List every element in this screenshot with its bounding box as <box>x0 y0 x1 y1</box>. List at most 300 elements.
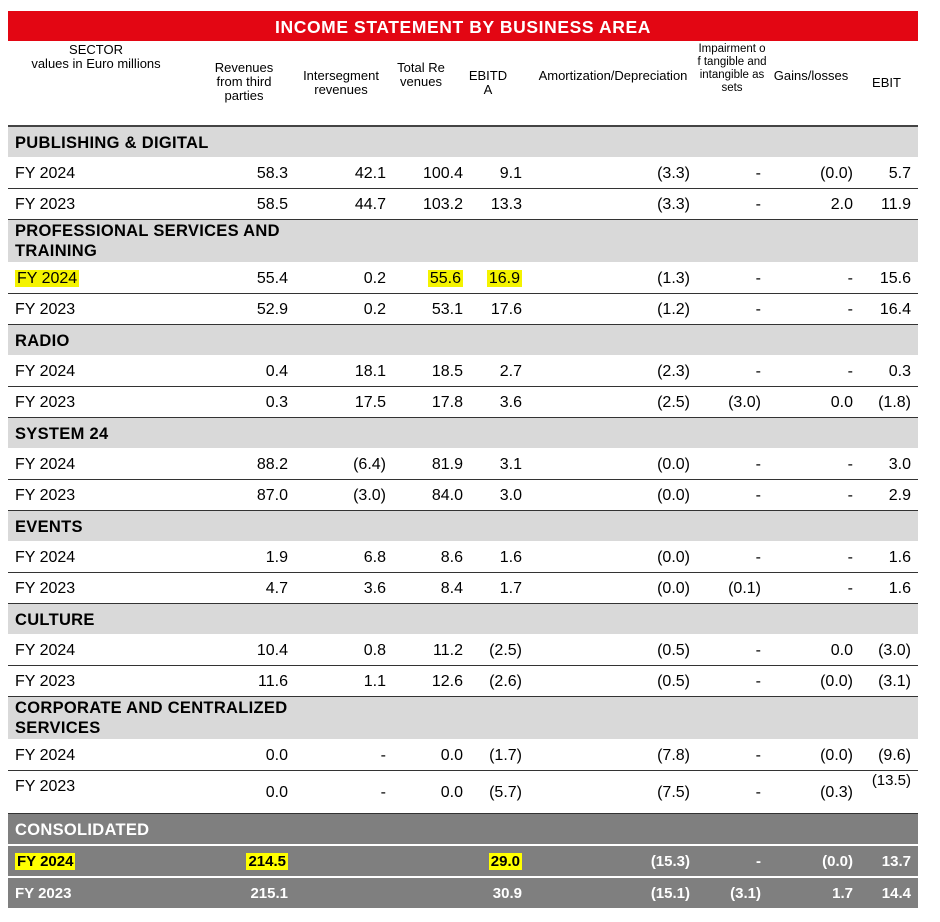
cell-value: 3.0 <box>499 487 522 504</box>
cell-value: (3.3) <box>657 165 690 182</box>
cell-impairment <box>756 641 761 661</box>
section-name: EVENTS <box>15 518 83 536</box>
cell-value: 5.7 <box>888 165 911 182</box>
cell-value: - <box>755 165 761 182</box>
cell-value: 13.3 <box>490 196 522 213</box>
cell-total-revenues <box>432 362 463 382</box>
cell-value: 10.4 <box>256 642 288 659</box>
cell-ebitda <box>489 746 522 766</box>
cell-value: (0.5) <box>657 642 690 659</box>
cell-impairment <box>756 362 761 382</box>
cell-value: (2.6) <box>489 673 522 690</box>
cell-amortization <box>657 486 690 506</box>
cell-value: 3.0 <box>888 456 911 473</box>
cell-value: - <box>847 363 853 380</box>
cell-value: (0.0) <box>657 580 690 597</box>
table-row <box>8 573 918 604</box>
cell-value: 0.0 <box>830 642 853 659</box>
section-header-row <box>8 814 918 844</box>
cell-impairment <box>756 852 761 872</box>
cell-ebit <box>882 884 911 904</box>
section-header-row <box>8 418 918 449</box>
row-label <box>15 579 75 599</box>
table-row <box>8 449 918 480</box>
cell-intersegment <box>364 579 386 599</box>
cell-amortization <box>657 579 690 599</box>
cell-value: 1.6 <box>888 580 911 597</box>
cell-value: 58.3 <box>256 165 288 182</box>
cell-value: (2.5) <box>489 642 522 659</box>
cell-value: 0.4 <box>265 363 288 380</box>
cell-revenues-third <box>258 672 288 692</box>
cell-value: 84.0 <box>431 487 463 504</box>
cell-value: 1.6 <box>499 549 522 566</box>
cell-ebitda <box>487 269 522 289</box>
cell-value: 0.3 <box>265 394 288 411</box>
cell-value: 214.5 <box>248 853 286 870</box>
cell-total-revenues <box>441 579 463 599</box>
table-row <box>8 740 918 771</box>
cell-intersegment <box>364 269 386 289</box>
cell-gains-losses <box>831 195 853 215</box>
cell-intersegment <box>364 641 386 661</box>
cell-ebitda <box>500 579 522 599</box>
cell-gains-losses <box>820 746 853 766</box>
row-label <box>15 455 75 475</box>
cell-total-revenues <box>423 195 463 215</box>
cell-value: (2.5) <box>657 394 690 411</box>
cell-gains-losses <box>831 641 853 661</box>
cell-gains-losses <box>848 269 853 289</box>
cell-value: 0.0 <box>265 747 288 764</box>
cell-value: (15.3) <box>650 853 690 870</box>
row-label <box>15 486 75 506</box>
row-label-text: FY 2024 <box>17 270 78 287</box>
cell-value: - <box>755 673 761 690</box>
row-label-text: FY 2023 <box>15 301 76 318</box>
cell-ebitda <box>500 486 522 506</box>
row-label <box>15 641 75 661</box>
header-col-revenues-third: Revenues from third parties <box>214 60 274 103</box>
cell-value: - <box>847 580 853 597</box>
table-title: INCOME STATEMENT BY BUSINESS AREA <box>8 11 918 41</box>
cell-value: (1.7) <box>489 747 522 764</box>
cell-value: (15.1) <box>650 885 690 902</box>
cell-value: - <box>756 853 761 870</box>
cell-value: 1.6 <box>888 549 911 566</box>
cell-impairment <box>756 455 761 475</box>
cell-value: 17.8 <box>431 394 463 411</box>
header-col-total-revenues: Total Revenues <box>397 60 445 89</box>
cell-impairment <box>756 486 761 506</box>
row-label <box>15 393 75 413</box>
cell-value: (3.0) <box>878 642 911 659</box>
row-label-text: FY 2023 <box>15 778 76 795</box>
cell-value: (5.7) <box>489 784 522 801</box>
cell-intersegment <box>364 300 386 320</box>
cell-revenues-third <box>257 455 288 475</box>
cell-value: 18.5 <box>431 363 463 380</box>
row-label-text: FY 2024 <box>15 363 76 380</box>
cell-intersegment <box>381 746 386 766</box>
section-header-row <box>8 511 918 542</box>
cell-value: - <box>755 363 761 380</box>
cell-value: (0.0) <box>820 747 853 764</box>
cell-ebitda <box>500 164 522 184</box>
cell-value: 17.6 <box>490 301 522 318</box>
cell-value: (0.0) <box>820 673 853 690</box>
cell-amortization <box>657 195 690 215</box>
cell-gains-losses <box>822 852 853 872</box>
cell-amortization <box>657 164 690 184</box>
cell-ebit <box>889 548 911 568</box>
cell-ebitda <box>491 300 522 320</box>
cell-value: 13.7 <box>881 853 911 870</box>
cell-value: 12.6 <box>431 673 463 690</box>
cell-value: - <box>755 549 761 566</box>
cell-value: - <box>380 784 386 801</box>
cell-gains-losses <box>820 783 853 803</box>
row-label <box>15 884 71 904</box>
cell-revenues-third <box>266 362 288 382</box>
row-label-text: FY 2023 <box>15 885 72 902</box>
cell-value: - <box>755 270 761 287</box>
cell-value: 8.6 <box>440 549 463 566</box>
row-label <box>15 672 75 692</box>
cell-value: - <box>847 487 853 504</box>
cell-total-revenues <box>428 269 463 289</box>
cell-value: (9.6) <box>878 747 911 764</box>
table-row <box>8 666 918 697</box>
cell-value: 0.2 <box>363 301 386 318</box>
cell-value: 88.2 <box>256 456 288 473</box>
cell-value: 0.8 <box>363 642 386 659</box>
cell-impairment <box>756 548 761 568</box>
row-label-text: FY 2024 <box>15 549 76 566</box>
cell-value: 1.7 <box>499 580 522 597</box>
cell-amortization <box>651 884 690 904</box>
cell-amortization <box>657 641 690 661</box>
cell-ebit <box>889 362 911 382</box>
cell-impairment <box>756 269 761 289</box>
cell-intersegment <box>353 486 386 506</box>
table-row <box>8 771 918 814</box>
table-row <box>8 294 918 325</box>
cell-value: - <box>847 549 853 566</box>
cell-value: 0.3 <box>888 363 911 380</box>
cell-ebit <box>882 852 911 872</box>
cell-total-revenues <box>432 486 463 506</box>
row-label-text: FY 2024 <box>17 853 74 870</box>
header-col-intersegment: Intersegment revenues <box>303 68 379 97</box>
cell-revenues-third <box>266 783 288 803</box>
cell-total-revenues <box>433 641 463 661</box>
table-row <box>8 876 918 908</box>
cell-value: 4.7 <box>265 580 288 597</box>
table-row <box>8 158 918 189</box>
cell-gains-losses <box>848 548 853 568</box>
cell-value: 0.0 <box>440 784 463 801</box>
table-row <box>8 844 918 876</box>
cell-total-revenues <box>441 746 463 766</box>
cell-ebit <box>878 746 911 766</box>
cell-value: 2.7 <box>499 363 522 380</box>
section-header-row <box>8 127 918 158</box>
cell-value: (7.5) <box>657 784 690 801</box>
header-sector <box>16 43 176 71</box>
section-name: CULTURE <box>15 611 95 629</box>
cell-ebitda <box>491 195 522 215</box>
row-label-text: FY 2024 <box>15 456 76 473</box>
section-name: PUBLISHING & DIGITAL <box>15 134 209 152</box>
cell-value: - <box>755 784 761 801</box>
cell-value: (2.3) <box>657 363 690 380</box>
cell-impairment <box>756 783 761 803</box>
table-body <box>8 127 918 908</box>
cell-amortization <box>657 362 690 382</box>
cell-impairment <box>756 300 761 320</box>
cell-value: (3.1) <box>730 885 761 902</box>
cell-total-revenues <box>432 672 463 692</box>
cell-value: 2.0 <box>830 196 853 213</box>
cell-gains-losses <box>820 672 853 692</box>
cell-value: 11.2 <box>433 642 463 659</box>
cell-value: (0.0) <box>657 549 690 566</box>
row-label <box>15 300 75 320</box>
cell-ebitda <box>500 548 522 568</box>
header-col-gains-losses: Gains/losses <box>773 68 849 83</box>
cell-value: 8.4 <box>440 580 463 597</box>
cell-amortization <box>657 300 690 320</box>
cell-value: (3.1) <box>878 673 911 690</box>
table-row <box>8 356 918 387</box>
cell-value: 1.7 <box>832 885 853 902</box>
cell-ebitda <box>500 393 522 413</box>
cell-value: (1.2) <box>657 301 690 318</box>
cell-ebit <box>889 455 911 475</box>
cell-revenues-third <box>266 548 288 568</box>
cell-amortization <box>657 269 690 289</box>
cell-gains-losses <box>820 164 853 184</box>
cell-value: 58.5 <box>256 196 288 213</box>
cell-value: - <box>755 642 761 659</box>
cell-ebit <box>880 300 911 320</box>
cell-value: 3.1 <box>499 456 522 473</box>
cell-value: 18.1 <box>354 363 386 380</box>
row-label-text: FY 2023 <box>15 673 76 690</box>
cell-value: (1.8) <box>878 394 911 411</box>
cell-revenues-third <box>257 164 288 184</box>
cell-value: 16.9 <box>488 270 520 287</box>
cell-value: (3.0) <box>353 487 386 504</box>
cell-ebitda <box>500 362 522 382</box>
cell-intersegment <box>355 195 386 215</box>
cell-value: 87.0 <box>256 487 288 504</box>
cell-value: 11.9 <box>881 196 911 213</box>
row-label-text: FY 2023 <box>15 580 76 597</box>
cell-value: (0.0) <box>820 165 853 182</box>
cell-amortization <box>657 455 690 475</box>
cell-value: (0.0) <box>657 487 690 504</box>
cell-value: 0.0 <box>440 747 463 764</box>
section-name: CORPORATE AND CENTRALIZED SERVICES <box>15 699 288 737</box>
row-label <box>15 269 79 289</box>
cell-value: (7.8) <box>657 747 690 764</box>
cell-value: 0.0 <box>265 784 288 801</box>
cell-intersegment <box>364 672 386 692</box>
header-units: values in Euro millions <box>31 56 161 71</box>
cell-revenues-third <box>250 884 288 904</box>
cell-value: 53.1 <box>431 301 463 318</box>
row-label-text: FY 2024 <box>15 165 76 182</box>
cell-value: 81.9 <box>431 456 463 473</box>
cell-value: 1.1 <box>363 673 386 690</box>
cell-impairment <box>756 672 761 692</box>
cell-impairment <box>756 164 761 184</box>
cell-amortization <box>657 746 690 766</box>
cell-value: (0.5) <box>657 673 690 690</box>
cell-revenues-third <box>266 746 288 766</box>
cell-value: - <box>847 301 853 318</box>
section-name: CONSOLIDATED <box>15 821 150 839</box>
cell-impairment <box>756 195 761 215</box>
cell-value: 0.2 <box>363 270 386 287</box>
cell-gains-losses <box>848 300 853 320</box>
cell-ebit <box>878 641 911 661</box>
cell-total-revenues <box>432 455 463 475</box>
cell-value: 9.1 <box>499 165 522 182</box>
cell-gains-losses <box>831 393 853 413</box>
cell-ebit <box>880 269 911 289</box>
header-col-amortization: Amortization/Depreciation <box>538 68 688 83</box>
cell-ebitda <box>489 783 522 803</box>
cell-value: - <box>380 747 386 764</box>
cell-revenues-third <box>257 300 288 320</box>
cell-value: 11.6 <box>258 673 288 690</box>
cell-value: 15.6 <box>879 270 911 287</box>
cell-gains-losses <box>848 455 853 475</box>
cell-ebitda <box>489 672 522 692</box>
cell-total-revenues <box>441 783 463 803</box>
table-row <box>8 542 918 573</box>
row-label-text: FY 2023 <box>15 394 76 411</box>
row-label <box>15 852 75 872</box>
cell-ebit <box>881 195 911 215</box>
cell-value: - <box>755 196 761 213</box>
row-label-text: FY 2024 <box>15 747 76 764</box>
cell-value: - <box>755 747 761 764</box>
header-col-impairment: Impairment of tangible and intangible assets <box>697 43 767 94</box>
cell-value: (0.0) <box>657 456 690 473</box>
cell-value: 44.7 <box>354 196 386 213</box>
cell-value: - <box>847 456 853 473</box>
cell-revenues-third <box>257 641 288 661</box>
cell-gains-losses <box>848 362 853 382</box>
cell-ebit <box>878 672 911 692</box>
cell-value: (6.4) <box>353 456 386 473</box>
cell-ebitda <box>493 884 522 904</box>
cell-value: 6.8 <box>363 549 386 566</box>
section-header-row <box>8 325 918 356</box>
cell-value: 55.4 <box>256 270 288 287</box>
cell-amortization <box>657 548 690 568</box>
cell-total-revenues <box>432 300 463 320</box>
cell-value: 3.6 <box>499 394 522 411</box>
cell-revenues-third <box>246 852 288 872</box>
row-label <box>15 746 75 766</box>
cell-value: 30.9 <box>492 885 522 902</box>
cell-gains-losses <box>848 579 853 599</box>
row-label <box>15 164 75 184</box>
section-header-row <box>8 220 918 263</box>
cell-amortization <box>657 783 690 803</box>
cell-value: 16.4 <box>879 301 911 318</box>
cell-revenues-third <box>257 195 288 215</box>
cell-intersegment <box>381 783 386 803</box>
cell-intersegment <box>353 455 386 475</box>
cell-revenues-third <box>257 269 288 289</box>
cell-value: 100.4 <box>422 165 463 182</box>
table-header <box>8 41 918 127</box>
row-label-text: FY 2024 <box>15 642 76 659</box>
cell-ebit <box>889 164 911 184</box>
cell-value: 1.9 <box>265 549 288 566</box>
header-col-ebit: EBIT <box>872 75 901 90</box>
cell-ebitda <box>489 641 522 661</box>
cell-revenues-third <box>257 486 288 506</box>
table-row <box>8 189 918 220</box>
cell-intersegment <box>355 362 386 382</box>
cell-value: 3.6 <box>363 580 386 597</box>
cell-ebitda <box>500 455 522 475</box>
section-name: PROFESSIONAL SERVICES AND TRAINING <box>15 222 280 260</box>
cell-amortization <box>657 672 690 692</box>
cell-value: - <box>755 301 761 318</box>
cell-value: (0.1) <box>728 580 761 597</box>
cell-value: (1.3) <box>657 270 690 287</box>
cell-total-revenues <box>432 393 463 413</box>
cell-value: - <box>755 456 761 473</box>
cell-value: (3.0) <box>728 394 761 411</box>
cell-value: - <box>755 487 761 504</box>
cell-revenues-third <box>266 579 288 599</box>
table-row <box>8 263 918 294</box>
row-label-text: FY 2023 <box>15 196 76 213</box>
cell-value: 103.2 <box>422 196 463 213</box>
cell-amortization <box>651 852 690 872</box>
table-row <box>8 635 918 666</box>
table-row <box>8 480 918 511</box>
cell-value: 42.1 <box>354 165 386 182</box>
cell-intersegment <box>355 164 386 184</box>
cell-value: 29.0 <box>490 853 520 870</box>
header-sector-label: SECTOR <box>69 42 123 57</box>
row-label <box>15 195 75 215</box>
section-name: RADIO <box>15 332 70 350</box>
cell-value: 2.9 <box>888 487 911 504</box>
income-statement <box>8 11 918 908</box>
table-row <box>8 387 918 418</box>
cell-amortization <box>657 393 690 413</box>
section-header-row <box>8 697 918 740</box>
cell-gains-losses <box>832 884 853 904</box>
cell-total-revenues <box>423 164 463 184</box>
cell-value: - <box>847 270 853 287</box>
cell-impairment <box>730 884 761 904</box>
section-header-row <box>8 604 918 635</box>
cell-ebit <box>889 579 911 599</box>
cell-impairment <box>756 746 761 766</box>
